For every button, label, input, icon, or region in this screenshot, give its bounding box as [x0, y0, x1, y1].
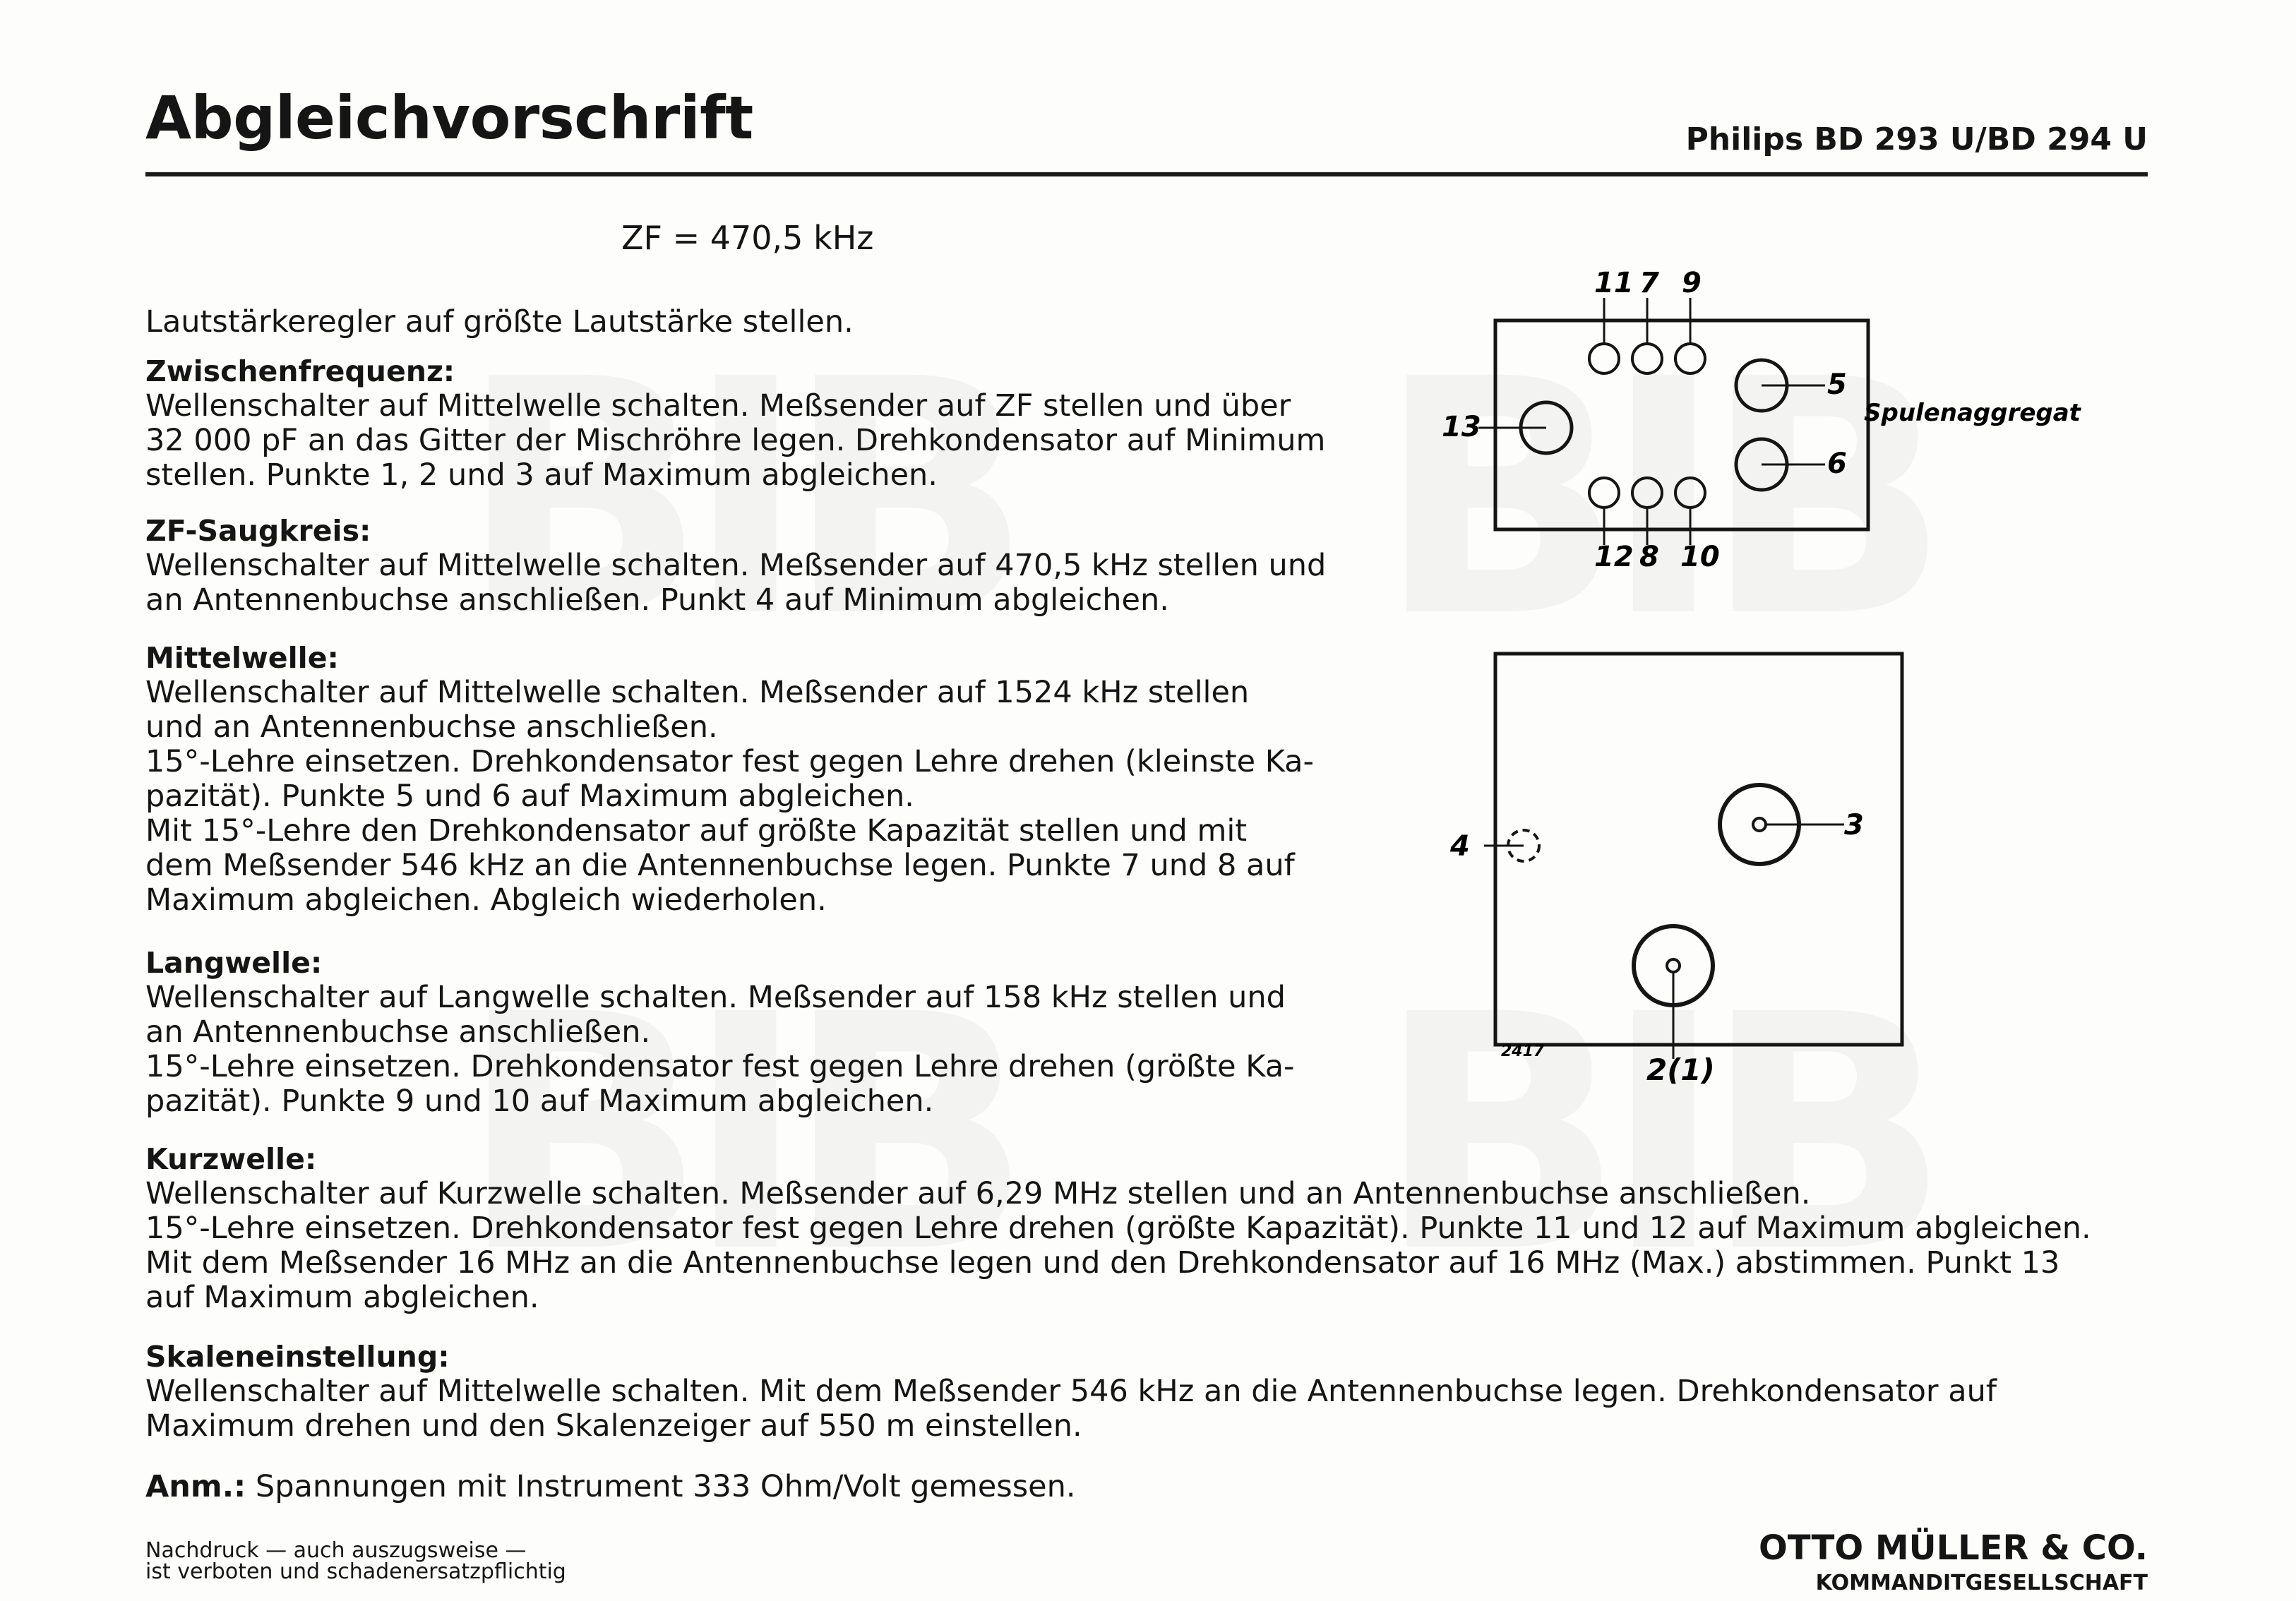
section-line: pazität). Punkte 5 und 6 auf Maximum abgleichen.	[145, 779, 914, 814]
section-heading: ZF-Saugkreis:	[145, 514, 371, 548]
zf-frequency: ZF = 470,5 kHz	[621, 219, 874, 257]
chassis-outline	[1495, 654, 1902, 1045]
section-mittelwelle	[145, 641, 1314, 918]
section-heading: Kurzwelle:	[145, 1142, 317, 1176]
drawing-code: 2417	[1501, 1043, 1545, 1060]
label-5: 5	[1827, 368, 1847, 401]
section-line: und an Antennenbuchse anschließen.	[145, 709, 718, 745]
coil-unit-outline	[1495, 320, 1868, 529]
page-title: Abgleichvorschrift	[145, 83, 753, 152]
section-line: an Antennenbuchse anschließen.	[145, 1014, 651, 1050]
section-line: Wellenschalter auf Kurzwelle schalten. Meßsender auf 6,29 MHz stellen und an Antennenbuchse anschließen.	[145, 1176, 1811, 1211]
model-designation: Philips BD 293 U/BD 294 U	[1685, 121, 2148, 157]
section-anmerkung	[145, 1470, 1076, 1504]
section-line: Mit 15°-Lehre den Drehkondensator auf größte Kapazität stellen und mit	[145, 813, 1248, 849]
label-2: 2(1)	[1646, 1053, 1715, 1087]
label-10: 10	[1680, 541, 1720, 573]
trimmer-4	[1484, 830, 1539, 861]
label-13: 13	[1442, 411, 1481, 443]
section-line: Wellenschalter auf Mittelwelle schalten. Mit dem Meßsender 546 kHz an die Antennenbuchse legen. Drehkondensator auf	[145, 1374, 1997, 1409]
section-line: dem Meßsender 546 kHz an die Antennenbuchse legen. Punkte 7 und 8 auf	[145, 848, 1295, 883]
section-line: Maximum abgleichen. Abgleich wiederholen.	[145, 882, 827, 918]
chassis-diagram	[1440, 642, 2118, 1094]
label-12: 12	[1594, 541, 1634, 573]
label-11: 11	[1594, 267, 1634, 299]
section-line: auf Maximum abgleichen.	[145, 1280, 539, 1315]
coil-unit-diagram	[1440, 261, 2118, 586]
trimmer-12	[1589, 478, 1619, 545]
trimmer-5	[1736, 360, 1825, 411]
section-heading: Langwelle:	[145, 946, 323, 980]
reprint-note-line: ist verboten und schadenersatzpflichtig	[145, 1559, 566, 1584]
reprint-note	[145, 1540, 566, 1583]
section-line: 15°-Lehre einsetzen. Drehkondensator fest gegen Lehre drehen (kleinste Ka-	[145, 744, 1315, 779]
section-line: Wellenschalter auf Mittelwelle schalten. Meßsender auf ZF stellen und über	[145, 388, 1291, 424]
label-6: 6	[1827, 448, 1847, 480]
section-zwischenfrequenz	[145, 354, 1325, 493]
intro-text: Lautstärkeregler auf größte Lautstärke stellen.	[145, 304, 854, 340]
section-line: 32 000 pF an das Gitter der Mischröhre legen. Drehkondensator auf Minimum	[145, 423, 1326, 458]
section-heading: Mittelwelle:	[145, 641, 339, 675]
trimmer-9	[1675, 298, 1705, 373]
label-9: 9	[1682, 267, 1702, 299]
section-kurzwelle	[145, 1142, 2091, 1315]
note-text: Spannungen mit Instrument 333 Ohm/Volt gemessen.	[255, 1469, 1076, 1504]
section-line: 15°-Lehre einsetzen. Drehkondensator fest gegen Lehre drehen (größte Ka-	[145, 1049, 1295, 1084]
section-line: Wellenschalter auf Langwelle schalten. Meßsender auf 158 kHz stellen und	[145, 980, 1286, 1015]
trimmer-6	[1736, 439, 1825, 490]
trimmer-10	[1675, 478, 1705, 545]
section-line: pazität). Punkte 9 und 10 auf Maximum abgleichen.	[145, 1084, 934, 1119]
trimmer-13	[1478, 402, 1572, 453]
publisher-name: OTTO MÜLLER & CO.	[1758, 1528, 2148, 1568]
label-4: 4	[1450, 830, 1470, 863]
note-label: Anm.:	[145, 1469, 246, 1504]
trimmer-3	[1720, 785, 1844, 864]
label-coil-unit: Spulenaggregat	[1864, 399, 2081, 427]
section-line: Mit dem Meßsender 16 MHz an die Antennenbuchse legen und den Drehkondensator auf 16 MHz (Max.) abstimmen. Punkt 13	[145, 1245, 2060, 1281]
section-line: Maximum drehen und den Skalenzeiger auf 550 m einstellen.	[145, 1408, 1082, 1444]
label-3: 3	[1844, 809, 1864, 841]
header-rule	[145, 172, 2148, 176]
section-zf-saugkreis	[145, 514, 1326, 618]
trimmer-11	[1589, 298, 1619, 373]
section-line: Wellenschalter auf Mittelwelle schalten. Meßsender auf 1524 kHz stellen	[145, 675, 1250, 710]
label-7: 7	[1639, 267, 1659, 299]
label-8: 8	[1639, 541, 1659, 573]
publisher-subtitle: KOMMANDITGESELLSCHAFT	[1815, 1571, 2148, 1595]
section-langwelle	[145, 946, 1295, 1119]
trimmer-7	[1632, 298, 1662, 373]
trimmer-8	[1632, 478, 1662, 545]
section-skaleneinstellung	[145, 1340, 1997, 1444]
section-heading: Skaleneinstellung:	[145, 1340, 450, 1374]
trimmer-2	[1634, 926, 1713, 1059]
section-line: 15°-Lehre einsetzen. Drehkondensator fest gegen Lehre drehen (größte Kapazität). Punkte 11 und 12 auf Maximum abgleichen.	[145, 1211, 2091, 1246]
publisher	[1759, 1530, 2148, 1601]
section-heading: Zwischenfrequenz:	[145, 354, 455, 388]
section-line: stellen. Punkte 1, 2 und 3 auf Maximum abgleichen.	[145, 457, 938, 493]
section-line: Wellenschalter auf Mittelwelle schalten. Meßsender auf 470,5 kHz stellen und	[145, 548, 1327, 583]
reprint-note-line: Nachdruck — auch auszugsweise —	[145, 1538, 527, 1563]
section-line: an Antennenbuchse anschließen. Punkt 4 auf Minimum abgleichen.	[145, 582, 1169, 618]
